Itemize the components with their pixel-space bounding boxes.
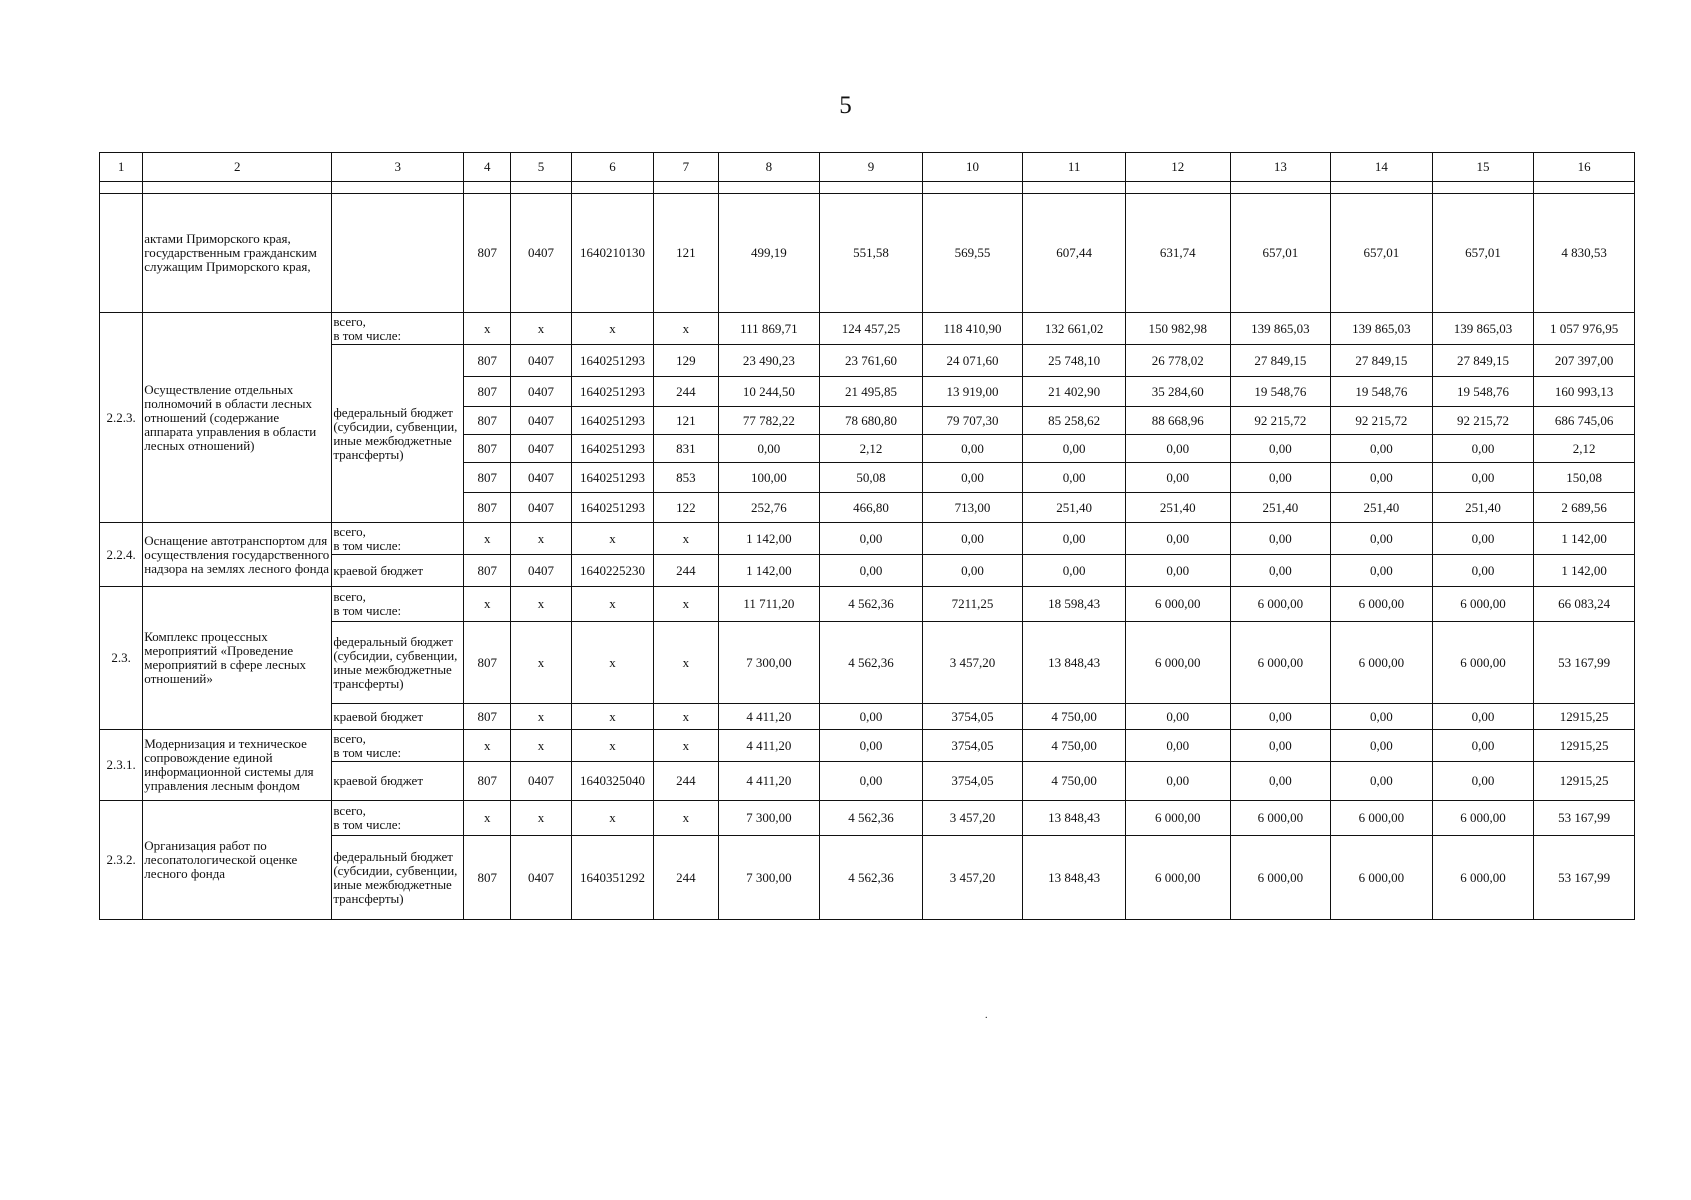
value-cell: 4 562,36 xyxy=(820,836,923,920)
incl-label: в том числе: xyxy=(333,537,402,553)
table-row xyxy=(100,587,1635,622)
spacer-cell xyxy=(1125,182,1230,194)
value-cell: x xyxy=(571,704,653,730)
value-cell: 251,40 xyxy=(1331,493,1433,523)
spacer-cell xyxy=(1534,182,1635,194)
value-cell: 0,00 xyxy=(1230,463,1331,493)
value-cell: 0,00 xyxy=(1125,704,1230,730)
value-cell: 139 865,03 xyxy=(1331,313,1433,345)
value-cell: 0,00 xyxy=(1230,523,1331,555)
value-cell: 150 982,98 xyxy=(1125,313,1230,345)
value-cell: 1 142,00 xyxy=(1534,523,1635,555)
spacer-cell xyxy=(922,182,1023,194)
value-cell: 160 993,13 xyxy=(1534,377,1635,407)
source-cell: федеральный бюджет (субсидии, субвенции, иные межбюджетные трансферты) xyxy=(332,622,464,704)
value-cell: 6 000,00 xyxy=(1432,836,1534,920)
total-label: всего, xyxy=(333,589,366,604)
value-cell: 3 457,20 xyxy=(922,836,1023,920)
value-cell: 0,00 xyxy=(1432,555,1534,587)
value-cell: x xyxy=(571,622,653,704)
value-cell: 0,00 xyxy=(1331,704,1433,730)
value-cell: 122 xyxy=(654,493,718,523)
value-cell: 2 689,56 xyxy=(1534,493,1635,523)
value-cell: 657,01 xyxy=(1432,194,1534,313)
value-cell: 6 000,00 xyxy=(1432,801,1534,836)
value-cell: 0,00 xyxy=(922,523,1023,555)
value-cell: 139 865,03 xyxy=(1230,313,1331,345)
value-cell: x xyxy=(571,587,653,622)
value-cell: x xyxy=(571,313,653,345)
value-cell: 4 830,53 xyxy=(1534,194,1635,313)
value-cell: 121 xyxy=(654,194,718,313)
value-cell: 0,00 xyxy=(1023,523,1126,555)
value-cell: 111 869,71 xyxy=(718,313,820,345)
value-cell: 0,00 xyxy=(1125,523,1230,555)
value-cell: 1640225230 xyxy=(571,555,653,587)
value-cell: 0,00 xyxy=(1125,463,1230,493)
value-cell: 2,12 xyxy=(1534,435,1635,463)
table-row xyxy=(100,194,1635,313)
value-cell: 4 411,20 xyxy=(718,704,820,730)
value-cell: x xyxy=(511,587,571,622)
budget-table xyxy=(99,152,1635,920)
table-row xyxy=(100,730,1635,762)
value-cell: 4 411,20 xyxy=(718,762,820,801)
spacer-cell xyxy=(571,182,653,194)
header-cell: 5 xyxy=(511,153,571,182)
spacer-cell xyxy=(332,182,464,194)
incl-label: в том числе: xyxy=(333,817,402,832)
value-cell: 129 xyxy=(654,345,718,377)
value-cell: 0,00 xyxy=(922,463,1023,493)
num-cell xyxy=(100,194,143,313)
value-cell: 1 057 976,95 xyxy=(1534,313,1635,345)
value-cell: 0,00 xyxy=(820,555,923,587)
value-cell: 10 244,50 xyxy=(718,377,820,407)
value-cell: 807 xyxy=(464,836,511,920)
value-cell: 92 215,72 xyxy=(1432,407,1534,435)
value-cell: 0407 xyxy=(511,407,571,435)
incl-label: в том числе: xyxy=(333,327,402,343)
table-row xyxy=(100,801,1635,836)
value-cell: 85 258,62 xyxy=(1023,407,1126,435)
value-cell: 1640251293 xyxy=(571,493,653,523)
value-cell: x xyxy=(571,801,653,836)
value-cell: 139 865,03 xyxy=(1432,313,1534,345)
value-cell: x xyxy=(464,313,511,345)
value-cell: 1640251293 xyxy=(571,435,653,463)
value-cell: 7211,25 xyxy=(922,587,1023,622)
header-cell: 3 xyxy=(332,153,464,182)
item-name: Осуществление отдельных полномочий в области лесных отношений (содержание аппарата управления в области лесных отношений) xyxy=(143,313,332,523)
value-cell: 0407 xyxy=(511,463,571,493)
value-cell: 0,00 xyxy=(820,523,923,555)
value-cell: 4 562,36 xyxy=(820,801,923,836)
value-cell: x xyxy=(654,622,718,704)
value-cell: 807 xyxy=(464,194,511,313)
value-cell: 0,00 xyxy=(718,435,820,463)
value-cell: 686 745,06 xyxy=(1534,407,1635,435)
value-cell: x xyxy=(511,523,571,555)
value-cell: 251,40 xyxy=(1023,493,1126,523)
value-cell: 0,00 xyxy=(922,555,1023,587)
value-cell: 4 750,00 xyxy=(1023,704,1126,730)
value-cell: 251,40 xyxy=(1125,493,1230,523)
value-cell: 0,00 xyxy=(1432,730,1534,762)
incl-label: в том числе: xyxy=(333,603,402,618)
value-cell: 100,00 xyxy=(718,463,820,493)
total-label: всего, xyxy=(333,730,366,746)
value-cell: 0,00 xyxy=(1023,463,1126,493)
spacer-cell xyxy=(143,182,332,194)
value-cell: x xyxy=(511,730,571,762)
value-cell: x xyxy=(654,730,718,762)
total-label: всего, xyxy=(333,523,366,539)
header-cell: 12 xyxy=(1125,153,1230,182)
value-cell: 6 000,00 xyxy=(1331,587,1433,622)
header-cell: 2 xyxy=(143,153,332,182)
value-cell: 0407 xyxy=(511,836,571,920)
table-row xyxy=(100,182,1635,194)
table-row xyxy=(100,523,1635,555)
value-cell: x xyxy=(464,587,511,622)
value-cell: 27 849,15 xyxy=(1230,345,1331,377)
value-cell: 0407 xyxy=(511,435,571,463)
value-cell: 807 xyxy=(464,704,511,730)
value-cell: 499,19 xyxy=(718,194,820,313)
value-cell: 0,00 xyxy=(1432,463,1534,493)
item-number: 2.3.2. xyxy=(100,801,143,920)
value-cell: 0407 xyxy=(511,194,571,313)
header-cell: 1 xyxy=(100,153,143,182)
source-cell: краевой бюджет xyxy=(332,762,464,801)
item-name: Организация работ по лесопатологической оценке лесного фонда xyxy=(143,801,332,920)
value-cell: 78 680,80 xyxy=(820,407,923,435)
value-cell: 4 562,36 xyxy=(820,587,923,622)
value-cell: 18 598,43 xyxy=(1023,587,1126,622)
value-cell: x xyxy=(511,801,571,836)
value-cell: 0,00 xyxy=(1331,435,1433,463)
source-cell: краевой бюджет xyxy=(332,704,464,730)
spacer-cell xyxy=(718,182,820,194)
value-cell: 53 167,99 xyxy=(1534,801,1635,836)
value-cell: 0,00 xyxy=(820,730,923,762)
value-cell: 1640210130 xyxy=(571,194,653,313)
value-cell: x xyxy=(511,704,571,730)
value-cell: 1 142,00 xyxy=(718,555,820,587)
value-cell: 6 000,00 xyxy=(1230,587,1331,622)
total-label-cell xyxy=(332,801,464,836)
value-cell: 19 548,76 xyxy=(1432,377,1534,407)
value-cell: x xyxy=(654,704,718,730)
value-cell: 0407 xyxy=(511,762,571,801)
header-cell: 13 xyxy=(1230,153,1331,182)
value-cell: x xyxy=(511,313,571,345)
value-cell: 4 562,36 xyxy=(820,622,923,704)
value-cell: 853 xyxy=(654,463,718,493)
value-cell: 807 xyxy=(464,555,511,587)
value-cell: 77 782,22 xyxy=(718,407,820,435)
value-cell: 0,00 xyxy=(1023,555,1126,587)
value-cell: 0407 xyxy=(511,377,571,407)
value-cell: 79 707,30 xyxy=(922,407,1023,435)
spacer-cell xyxy=(1432,182,1534,194)
spacer-cell xyxy=(820,182,923,194)
value-cell: 0407 xyxy=(511,555,571,587)
value-cell: 11 711,20 xyxy=(718,587,820,622)
value-cell: 88 668,96 xyxy=(1125,407,1230,435)
value-cell: 21 402,90 xyxy=(1023,377,1126,407)
value-cell: 23 761,60 xyxy=(820,345,923,377)
header-cell: 11 xyxy=(1023,153,1126,182)
value-cell: 25 748,10 xyxy=(1023,345,1126,377)
value-cell: 0,00 xyxy=(922,435,1023,463)
value-cell: 7 300,00 xyxy=(718,622,820,704)
value-cell: 207 397,00 xyxy=(1534,345,1635,377)
spacer-cell xyxy=(1230,182,1331,194)
value-cell: 27 849,15 xyxy=(1432,345,1534,377)
value-cell: x xyxy=(654,523,718,555)
value-cell: 607,44 xyxy=(1023,194,1126,313)
incl-label: в том числе: xyxy=(333,744,402,760)
header-cell: 4 xyxy=(464,153,511,182)
value-cell: 1640251293 xyxy=(571,377,653,407)
value-cell: x xyxy=(464,730,511,762)
value-cell: 13 848,43 xyxy=(1023,836,1126,920)
value-cell: 6 000,00 xyxy=(1432,622,1534,704)
item-name: Комплекс процессных мероприятий «Проведение мероприятий в сфере лесных отношений» xyxy=(143,587,332,730)
item-number: 2.3.1. xyxy=(100,730,143,801)
value-cell: 631,74 xyxy=(1125,194,1230,313)
value-cell: 13 848,43 xyxy=(1023,801,1126,836)
value-cell: 6 000,00 xyxy=(1230,836,1331,920)
value-cell: x xyxy=(654,801,718,836)
item-number: 2.2.4. xyxy=(100,523,143,587)
value-cell: 0,00 xyxy=(1125,762,1230,801)
value-cell: 3 457,20 xyxy=(922,622,1023,704)
value-cell: 0407 xyxy=(511,493,571,523)
value-cell: 3754,05 xyxy=(922,762,1023,801)
value-cell: 3 457,20 xyxy=(922,801,1023,836)
value-cell: 0,00 xyxy=(1125,730,1230,762)
value-cell: 50,08 xyxy=(820,463,923,493)
value-cell: 121 xyxy=(654,407,718,435)
value-cell: 3754,05 xyxy=(922,730,1023,762)
value-cell: 66 083,24 xyxy=(1534,587,1635,622)
value-cell: 251,40 xyxy=(1230,493,1331,523)
total-label-cell xyxy=(332,730,464,762)
value-cell: 0,00 xyxy=(1432,704,1534,730)
value-cell: 13 848,43 xyxy=(1023,622,1126,704)
value-cell: 35 284,60 xyxy=(1125,377,1230,407)
value-cell: 0,00 xyxy=(1230,730,1331,762)
value-cell: 551,58 xyxy=(820,194,923,313)
value-cell: 92 215,72 xyxy=(1331,407,1433,435)
value-cell: x xyxy=(571,523,653,555)
source-cell xyxy=(332,194,464,313)
value-cell: 0,00 xyxy=(1023,435,1126,463)
value-cell: 1 142,00 xyxy=(1534,555,1635,587)
value-cell: 6 000,00 xyxy=(1230,801,1331,836)
value-cell: 21 495,85 xyxy=(820,377,923,407)
header-cell: 15 xyxy=(1432,153,1534,182)
stray-mark: . xyxy=(985,1010,988,1021)
value-cell: x xyxy=(571,730,653,762)
value-cell: 244 xyxy=(654,762,718,801)
value-cell: 6 000,00 xyxy=(1125,836,1230,920)
header-cell: 14 xyxy=(1331,153,1433,182)
value-cell: 807 xyxy=(464,407,511,435)
value-cell: 6 000,00 xyxy=(1125,587,1230,622)
value-cell: 150,08 xyxy=(1534,463,1635,493)
value-cell: 0,00 xyxy=(1230,435,1331,463)
value-cell: x xyxy=(464,801,511,836)
value-cell: 807 xyxy=(464,622,511,704)
value-cell: 13 919,00 xyxy=(922,377,1023,407)
value-cell: x xyxy=(511,622,571,704)
header-cell: 8 xyxy=(718,153,820,182)
value-cell: 0,00 xyxy=(1331,555,1433,587)
total-label-cell xyxy=(332,313,464,345)
value-cell: 807 xyxy=(464,435,511,463)
value-cell: 0,00 xyxy=(1331,463,1433,493)
value-cell: 1640251293 xyxy=(571,463,653,493)
value-cell: x xyxy=(654,587,718,622)
spacer-cell xyxy=(511,182,571,194)
source-cell: краевой бюджет xyxy=(332,555,464,587)
item-number: 2.3. xyxy=(100,587,143,730)
header-cell: 9 xyxy=(820,153,923,182)
value-cell: 23 490,23 xyxy=(718,345,820,377)
total-label: всего, xyxy=(333,313,366,329)
total-label-cell xyxy=(332,587,464,622)
value-cell: 1640351292 xyxy=(571,836,653,920)
value-cell: 12915,25 xyxy=(1534,762,1635,801)
value-cell: 807 xyxy=(464,463,511,493)
total-label: всего, xyxy=(333,803,366,818)
header-cell: 7 xyxy=(654,153,718,182)
value-cell: 6 000,00 xyxy=(1125,801,1230,836)
item-name: Модернизация и техническое сопровождение единой информационной системы для управления лесным фондом xyxy=(143,730,332,801)
value-cell: 0,00 xyxy=(1125,555,1230,587)
value-cell: 0,00 xyxy=(1432,762,1534,801)
value-cell: 0,00 xyxy=(1230,555,1331,587)
value-cell: 118 410,90 xyxy=(922,313,1023,345)
item-name: Оснащение автотранспортом для осуществления государственного надзора на землях лесного фонда xyxy=(143,523,332,587)
value-cell: 807 xyxy=(464,377,511,407)
value-cell: 53 167,99 xyxy=(1534,836,1635,920)
spacer-cell xyxy=(100,182,143,194)
value-cell: 0,00 xyxy=(820,762,923,801)
value-cell: 1640251293 xyxy=(571,345,653,377)
value-cell: 713,00 xyxy=(922,493,1023,523)
value-cell: 4 411,20 xyxy=(718,730,820,762)
value-cell: 657,01 xyxy=(1230,194,1331,313)
value-cell: 831 xyxy=(654,435,718,463)
value-cell: 0,00 xyxy=(1331,523,1433,555)
value-cell: 12915,25 xyxy=(1534,704,1635,730)
table-row xyxy=(100,153,1635,182)
value-cell: 24 071,60 xyxy=(922,345,1023,377)
spacer-cell xyxy=(1023,182,1126,194)
header-cell: 6 xyxy=(571,153,653,182)
value-cell: 4 750,00 xyxy=(1023,730,1126,762)
value-cell: 0,00 xyxy=(1230,762,1331,801)
spacer-cell xyxy=(464,182,511,194)
value-cell: 27 849,15 xyxy=(1331,345,1433,377)
value-cell: 466,80 xyxy=(820,493,923,523)
value-cell: 19 548,76 xyxy=(1230,377,1331,407)
value-cell: 0,00 xyxy=(820,704,923,730)
value-cell: 12915,25 xyxy=(1534,730,1635,762)
value-cell: 1 142,00 xyxy=(718,523,820,555)
value-cell: 7 300,00 xyxy=(718,801,820,836)
value-cell: 124 457,25 xyxy=(820,313,923,345)
value-cell: 26 778,02 xyxy=(1125,345,1230,377)
header-cell: 10 xyxy=(922,153,1023,182)
item-number: 2.2.3. xyxy=(100,313,143,523)
value-cell: 0,00 xyxy=(1432,435,1534,463)
value-cell: 807 xyxy=(464,345,511,377)
value-cell: 569,55 xyxy=(922,194,1023,313)
value-cell: x xyxy=(464,523,511,555)
value-cell: 6 000,00 xyxy=(1125,622,1230,704)
value-cell: 0,00 xyxy=(1432,523,1534,555)
table-row xyxy=(100,313,1635,345)
value-cell: 1640325040 xyxy=(571,762,653,801)
value-cell: 252,76 xyxy=(718,493,820,523)
item-name: актами Приморского края, государственным гражданским служащим Приморского края, xyxy=(143,194,332,313)
source-cell: федеральный бюджет (субсидии, субвенции, иные межбюджетные трансферты) xyxy=(332,836,464,920)
value-cell: 657,01 xyxy=(1331,194,1433,313)
header-cell: 16 xyxy=(1534,153,1635,182)
value-cell: 0,00 xyxy=(1125,435,1230,463)
value-cell: 244 xyxy=(654,377,718,407)
total-label-cell xyxy=(332,523,464,555)
value-cell: 244 xyxy=(654,555,718,587)
value-cell: 92 215,72 xyxy=(1230,407,1331,435)
value-cell: 1640251293 xyxy=(571,407,653,435)
value-cell: 0,00 xyxy=(1331,730,1433,762)
value-cell: 251,40 xyxy=(1432,493,1534,523)
value-cell: 6 000,00 xyxy=(1331,836,1433,920)
spacer-cell xyxy=(1331,182,1433,194)
value-cell: 3754,05 xyxy=(922,704,1023,730)
source-cell: федеральный бюджет (субсидии, субвенции, иные межбюджетные трансферты) xyxy=(332,345,464,523)
value-cell: 19 548,76 xyxy=(1331,377,1433,407)
value-cell: 132 661,02 xyxy=(1023,313,1126,345)
value-cell: 807 xyxy=(464,762,511,801)
value-cell: 4 750,00 xyxy=(1023,762,1126,801)
value-cell: 244 xyxy=(654,836,718,920)
spacer-cell xyxy=(654,182,718,194)
value-cell: 6 000,00 xyxy=(1331,622,1433,704)
value-cell: x xyxy=(654,313,718,345)
value-cell: 6 000,00 xyxy=(1230,622,1331,704)
value-cell: 6 000,00 xyxy=(1331,801,1433,836)
value-cell: 807 xyxy=(464,493,511,523)
value-cell: 0,00 xyxy=(1230,704,1331,730)
value-cell: 6 000,00 xyxy=(1432,587,1534,622)
value-cell: 53 167,99 xyxy=(1534,622,1635,704)
value-cell: 7 300,00 xyxy=(718,836,820,920)
value-cell: 0,00 xyxy=(1331,762,1433,801)
page-number: 5 xyxy=(839,92,852,119)
value-cell: 2,12 xyxy=(820,435,923,463)
value-cell: 0407 xyxy=(511,345,571,377)
